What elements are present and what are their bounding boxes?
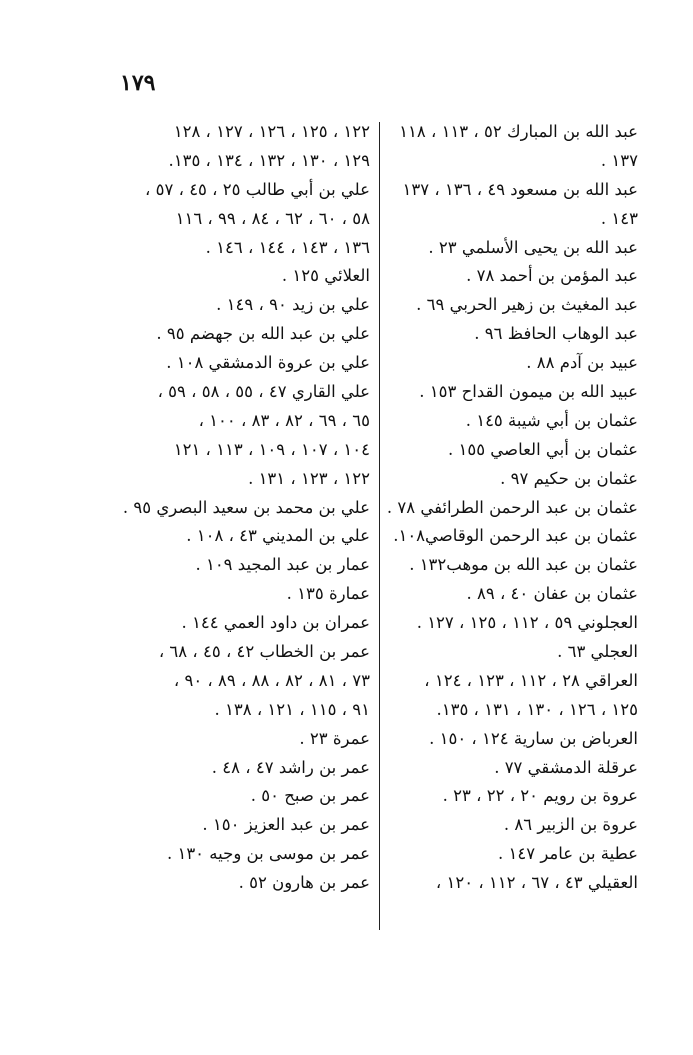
index-entry-line: ٧٣ ، ٨١ ، ٨٢ ، ٨٨ ، ٨٩ ، ٩٠ ، [173, 670, 370, 690]
index-entry-line: ١٠٤ ، ١٠٧ ، ١٠٩ ، ١١٣ ، ١٢١ [173, 439, 370, 459]
index-entry-line: عثمان بن عبد الرحمن الطرائفي ٧٨ . [386, 497, 638, 517]
index-entry-line: عمر بن صبح ٥٠ . [250, 786, 370, 806]
index-entry-line: علي بن محمد بن سعيد البصري ٩٥ . [122, 497, 370, 517]
index-entry-line: عمر بن الخطاب ٤٢ ، ٤٥ ، ٦٨ ، [158, 642, 370, 662]
index-entry-line: ١٢٩ ، ١٣٠ ، ١٣٢ ، ١٣٤ ، ١٣٥. [168, 150, 370, 170]
index-entry-line: عثمان بن عبد الرحمن الوقاصي١٠٨. [393, 526, 638, 546]
column-divider [379, 122, 380, 930]
index-entry-line: عبد المؤمن بن أحمد ٧٨ . [466, 266, 638, 286]
index-entry-line: عطية بن عامر ١٤٧ . [497, 844, 638, 864]
index-entry-line: عمارة ١٣٥ . [286, 584, 370, 604]
index-entry-line: ٦٥ ، ٦٩ ، ٨٢ ، ٨٣ ، ١٠٠ ، [198, 410, 370, 430]
index-entry-line: عمران بن داود العمي ١٤٤ . [181, 613, 370, 633]
index-entry-line: عمر بن هارون ٥٢ . [238, 873, 370, 893]
page-number: ١٧٩ [120, 70, 156, 96]
index-entry-line: ١٣٦ ، ١٤٣ ، ١٤٤ ، ١٤٦ . [205, 237, 370, 257]
index-entry-line: عبد الله بن يحيى الأسلمي ٢٣ . [428, 237, 638, 257]
index-entry-line: عبد الوهاب الحافظ ٩٦ . [474, 324, 638, 344]
index-entry-line: عرقلة الدمشقي ٧٧ . [494, 757, 638, 777]
index-entry-line: ٩١ ، ١١٥ ، ١٢١ ، ١٣٨ . [214, 699, 370, 719]
index-entry-line: عبد المغيث بن زهير الحربي ٦٩ . [416, 295, 638, 315]
index-entry-line: العقيلي ٤٣ ، ٦٧ ، ١١٢ ، ١٢٠ ، [435, 873, 638, 893]
index-column-right [386, 118, 638, 938]
index-entry-line: عثمان بن عبد الله بن موهب١٣٢ . [409, 555, 638, 575]
index-column-left [110, 118, 370, 938]
index-entry-line: علي بن عروة الدمشقي ١٠٨ . [166, 353, 370, 373]
index-entry-line: عثمان بن عفان ٤٠ ، ٨٩ . [466, 584, 638, 604]
index-entry-line: عمر بن راشد ٤٧ ، ٤٨ . [211, 757, 370, 777]
index-entry-line: عبد الله بن المبارك ٥٢ ، ١١٣ ، ١١٨ [399, 122, 638, 141]
index-entry-line: العجلي ٦٣ . [557, 642, 638, 662]
index-entry-line: العرباض بن سارية ١٢٤ ، ١٥٠ . [429, 728, 638, 748]
index-entry-line: علي بن زيد ٩٠ ، ١٤٩ . [216, 295, 370, 315]
index-entry-line: العراقي ٢٨ ، ١١٢ ، ١٢٣ ، ١٢٤ ، [424, 670, 638, 690]
index-entry-line: ١٣٧ . [600, 150, 638, 170]
index-entry-line: عثمان بن أبي العاصي ١٥٥ . [447, 439, 638, 459]
index-entry-line: عثمان بن أبي شيبة ١٤٥ . [465, 410, 638, 430]
index-entry-line: عثمان بن حكيم ٩٧ . [500, 468, 638, 488]
index-entry-line: ١٤٣ . [600, 208, 638, 228]
index-entry-line: العلائي ١٢٥ . [281, 266, 370, 286]
index-entry-line: عروة بن رويم ٢٠ ، ٢٢ ، ٢٣ . [442, 786, 638, 806]
index-entry-line: عمرة ٢٣ . [299, 728, 370, 748]
index-columns [110, 118, 638, 938]
index-entry-line: عروة بن الزبير ٨٦ . [503, 815, 638, 835]
index-entry-line: علي القاري ٤٧ ، ٥٥ ، ٥٨ ، ٥٩ ، [157, 382, 370, 402]
index-entry-line: ١٢٢ ، ١٢٥ ، ١٢٦ ، ١٢٧ ، ١٢٨ [173, 122, 370, 141]
index-entry-line: عبد الله بن مسعود ٤٩ ، ١٣٦ ، ١٣٧ [402, 179, 638, 199]
index-entry-line: ١٢٢ ، ١٢٣ ، ١٣١ . [248, 468, 370, 488]
index-entry-line: عبيد الله بن ميمون القداح ١٥٣ . [419, 382, 638, 402]
index-entry-line: عمر بن عبد العزيز ١٥٠ . [202, 815, 370, 835]
index-entry-line: علي بن أبي طالب ٢٥ ، ٤٥ ، ٥٧ ، [145, 179, 370, 199]
index-entry-line: ١٢٥ ، ١٢٦ ، ١٣٠ ، ١٣١ ، ١٣٥. [436, 699, 638, 719]
index-entry-line: عمار بن عبد المجيد ١٠٩ . [195, 555, 370, 575]
index-entry-line: عبيد بن آدم ٨٨ . [526, 353, 638, 373]
index-entry-line: عمر بن موسى بن وجيه ١٣٠ . [166, 844, 370, 864]
index-entry-line: ٥٨ ، ٦٠ ، ٦٢ ، ٨٤ ، ٩٩ ، ١١٦ [175, 208, 370, 228]
index-entry-line: علي بن عبد الله بن جهضم ٩٥ . [156, 324, 370, 344]
index-entry-line: علي بن المديني ٤٣ ، ١٠٨ . [186, 526, 370, 546]
index-entry-line: العجلوني ٥٩ ، ١١٢ ، ١٢٥ ، ١٢٧ . [416, 613, 638, 633]
